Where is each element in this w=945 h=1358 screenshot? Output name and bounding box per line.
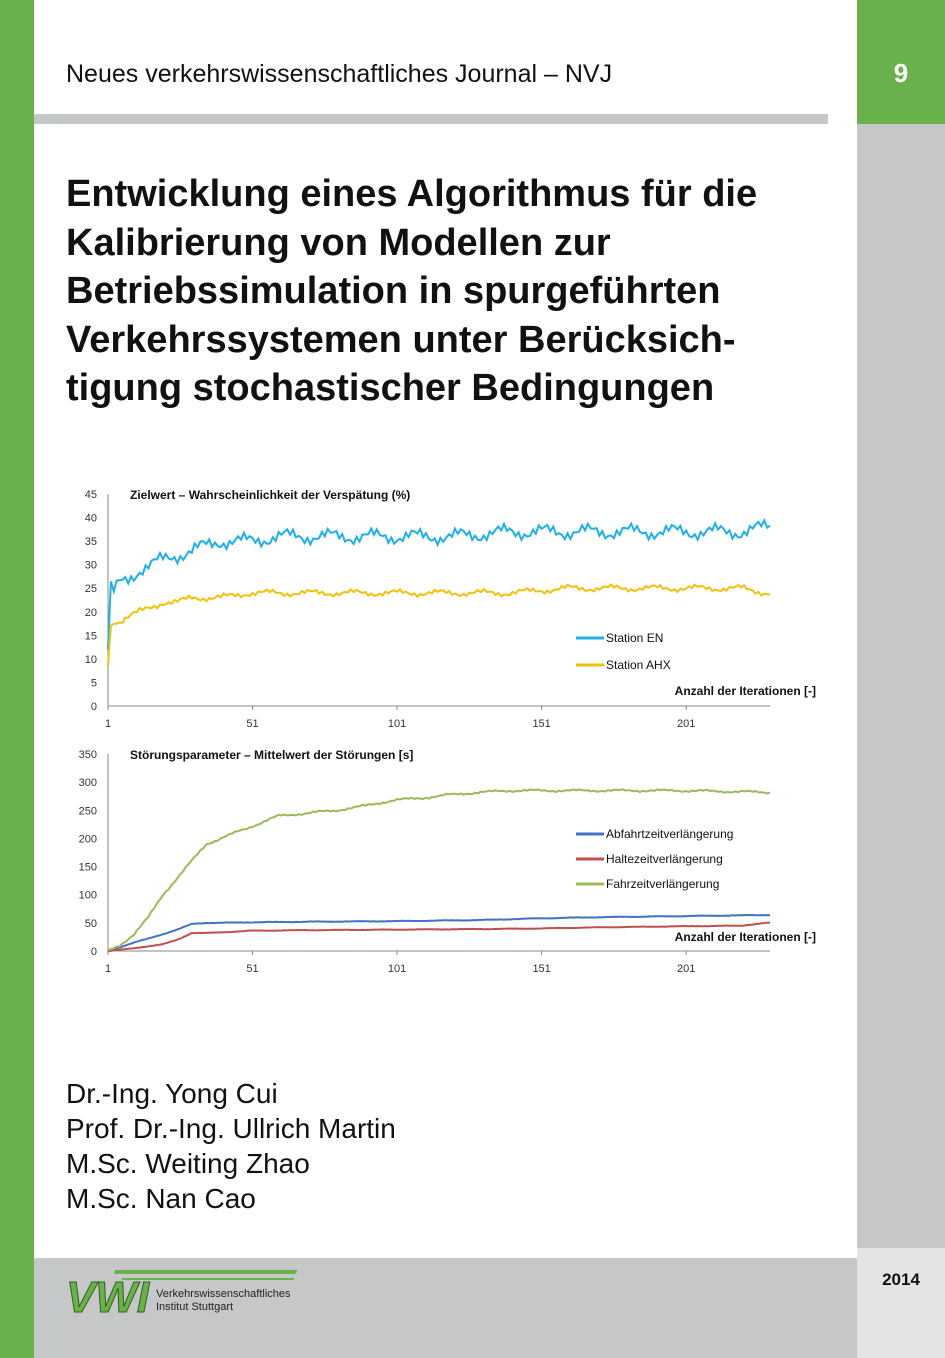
title-line: Verkehrssystemen unter Berücksich- — [66, 318, 736, 361]
y-tick-label: 0 — [90, 946, 97, 958]
x-tick-label: 101 — [387, 718, 407, 730]
publication-year: 2014 — [882, 1270, 920, 1289]
y-tick-label: 0 — [90, 701, 97, 713]
title-line: Kalibrierung von Modellen zur — [66, 221, 611, 264]
disturbance-parameter-chart — [70, 744, 830, 984]
y-tick-label: 5 — [90, 677, 97, 690]
x-axis-label: Anzahl der Iterationen [-] — [674, 684, 816, 698]
author: M.Sc. Nan Cao — [66, 1183, 256, 1214]
y-tick-label: 200 — [78, 833, 97, 846]
x-tick-label: 151 — [532, 718, 551, 730]
x-tick-label: 1 — [104, 718, 112, 730]
delay-probability-chart — [70, 484, 830, 734]
logo-mark: VWI — [66, 1273, 150, 1320]
issue-number: 9 — [893, 58, 909, 88]
author: M.Sc. Weiting Zhao — [66, 1148, 310, 1179]
y-tick-label: 25 — [84, 583, 97, 596]
right-gray-band — [857, 0, 945, 1358]
series-line — [108, 923, 770, 951]
legend-entry: Station AHX — [606, 658, 671, 672]
x-tick-label: 201 — [676, 963, 696, 975]
institute-line: Institut Stuttgart — [156, 1301, 234, 1313]
series-line — [108, 520, 770, 649]
x-tick-label: 201 — [676, 718, 696, 730]
book-title — [66, 170, 846, 413]
y-tick-label: 250 — [78, 805, 97, 818]
author-list — [66, 1076, 396, 1216]
y-tick-label: 30 — [84, 559, 97, 572]
legend-entry: Abfahrtzeitverlängerung — [606, 827, 734, 841]
journal-name: Neues verkehrswissenschaftliches Journal – NVJ — [66, 60, 613, 88]
legend-entry: Fahrzeitverlängerung — [606, 877, 720, 891]
chart-title: Zielwert – Wahrscheinlichkeit der Verspätung (%) — [130, 488, 411, 502]
author: Prof. Dr.-Ing. Ullrich Martin — [66, 1113, 396, 1144]
institute-line: Verkehrswissenschaftliches — [156, 1288, 291, 1300]
x-tick-label: 51 — [246, 963, 259, 975]
x-tick-label: 1 — [104, 963, 112, 975]
title-line: tigung stochastischer Bedingungen — [66, 367, 715, 409]
x-tick-label: 51 — [246, 718, 259, 730]
y-tick-label: 15 — [84, 630, 97, 643]
y-tick-label: 150 — [78, 861, 97, 874]
y-tick-label: 100 — [78, 889, 97, 902]
y-tick-label: 40 — [84, 512, 97, 525]
institute-name — [156, 1288, 291, 1314]
year-box — [857, 1248, 945, 1358]
legend-entry: Haltezeitverlängerung — [606, 852, 723, 866]
title-line: Betriebssimulation in spurgeführten — [66, 270, 721, 312]
y-tick-label: 20 — [84, 606, 97, 619]
x-tick-label: 101 — [387, 963, 407, 975]
author: Dr.-Ing. Yong Cui — [66, 1078, 278, 1109]
legend-entry: Station EN — [606, 631, 664, 645]
y-tick-label: 50 — [84, 917, 97, 930]
chart-title: Störungsparameter – Mittelwert der Störungen [s] — [130, 748, 414, 762]
title-line: Entwicklung eines Algorithmus für die — [66, 173, 758, 215]
left-green-band — [0, 0, 34, 1358]
x-tick-label: 151 — [532, 963, 551, 975]
y-tick-label: 10 — [84, 653, 97, 666]
y-tick-label: 45 — [84, 489, 97, 501]
y-tick-label: 35 — [84, 536, 97, 549]
header-divider — [34, 114, 828, 124]
y-tick-label: 350 — [78, 749, 97, 761]
series-line — [108, 585, 770, 666]
y-tick-label: 300 — [78, 777, 97, 790]
x-axis-label: Anzahl der Iterationen [-] — [674, 930, 816, 944]
